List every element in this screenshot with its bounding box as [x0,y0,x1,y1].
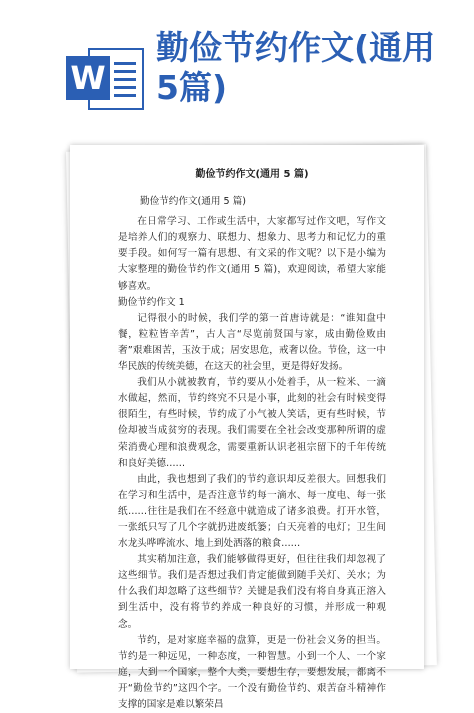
document-banner [0,0,474,140]
intro-paragraph: 在日常学习、工作或生活中，大家都写过作文吧，写作文是培养人们的观察力、联想力、想象力、思考力和记忆力的重要手段。如何写一篇有思想、有文采的作文呢？以下是小编为大家整理的勤俭节约作文(通用 5 篇)，欢迎阅读，希望大家能够喜欢。 [118,216,386,292]
body-paragraph: 其实稍加注意，我们能够做得更好，但往往我们却忽视了这些细节。我们是否想过我们肯定能做到随手关灯、关水；为什么我们却忽略了这些细节？关键是我们没有将自身真正溶入到生活中，没有将节约养成一种良好的习惯，并形成一种观念。 [118,554,386,630]
word-line [114,86,136,89]
document-title: 勤俭节约作文(通用 5 篇) [195,169,309,180]
document-page [70,145,424,710]
section-heading: 勤俭节约作文 1 [118,296,185,308]
body-paragraph: 我们从小就被教育，节约要从小处着手，从一粒米、一滴水做起，然而，节约终究不只是小事，此刻的社会有时候变得很陌生，有些时候，节约成了小气被人笑话，更有些时候，节俭却被当成贫穷的表现。我们需要在全社会改变那种所谓的虚荣消费心理和浪费观念，需要重新认识老祖宗留下的千年传统和良好美德…… [118,377,386,469]
document-subtitle: 勤俭节约作文(通用 5 篇) [140,196,247,208]
word-line [114,94,136,97]
word-document-icon [66,42,146,114]
word-logo-letter: W [66,56,110,100]
document-body [118,167,386,713]
body-paragraph: 节约，是对家庭幸福的盘算，更是一份社会义务的担当。节约是一种远见，一种态度，一种智慧。小到一个人、一个家庭，大到一个国家，整个人类，要想生存，要想发展，都离不开“勤俭节约”这四个字。一个没有勤俭节约、艰苦奋斗精神作支撑的国家是难以繁荣昌 [118,634,386,710]
banner-title: 勤俭节约作文(通用5篇) [156,28,436,107]
word-line [114,78,136,81]
word-line [114,70,136,73]
body-paragraph: 记得很小的时候，我们学的第一首唐诗就是：“谁知盘中餐，粒粒皆辛苦”，古人言“尽览前贤国与家，成由勤俭败由奢”艰难困苦，玉汝于成；居安思危，戒奢以俭。节俭，这一中华民族的传统美德，在这天的社会里，更是得好发扬。 [118,312,386,373]
body-paragraph: 由此，我也想到了我们的节约意识却反差很大。回想我们在学习和生活中，是否注意节约每一滴水、每一度电、每一张纸……往往是我们在不经意中就造成了诸多浪费。打开水管，一张纸只写了几个字就扔进废纸篓；白天亮着的电灯；卫生间水龙头哗哗流水、地上到处洒落的粮食…… [118,473,386,550]
word-line [114,62,136,65]
